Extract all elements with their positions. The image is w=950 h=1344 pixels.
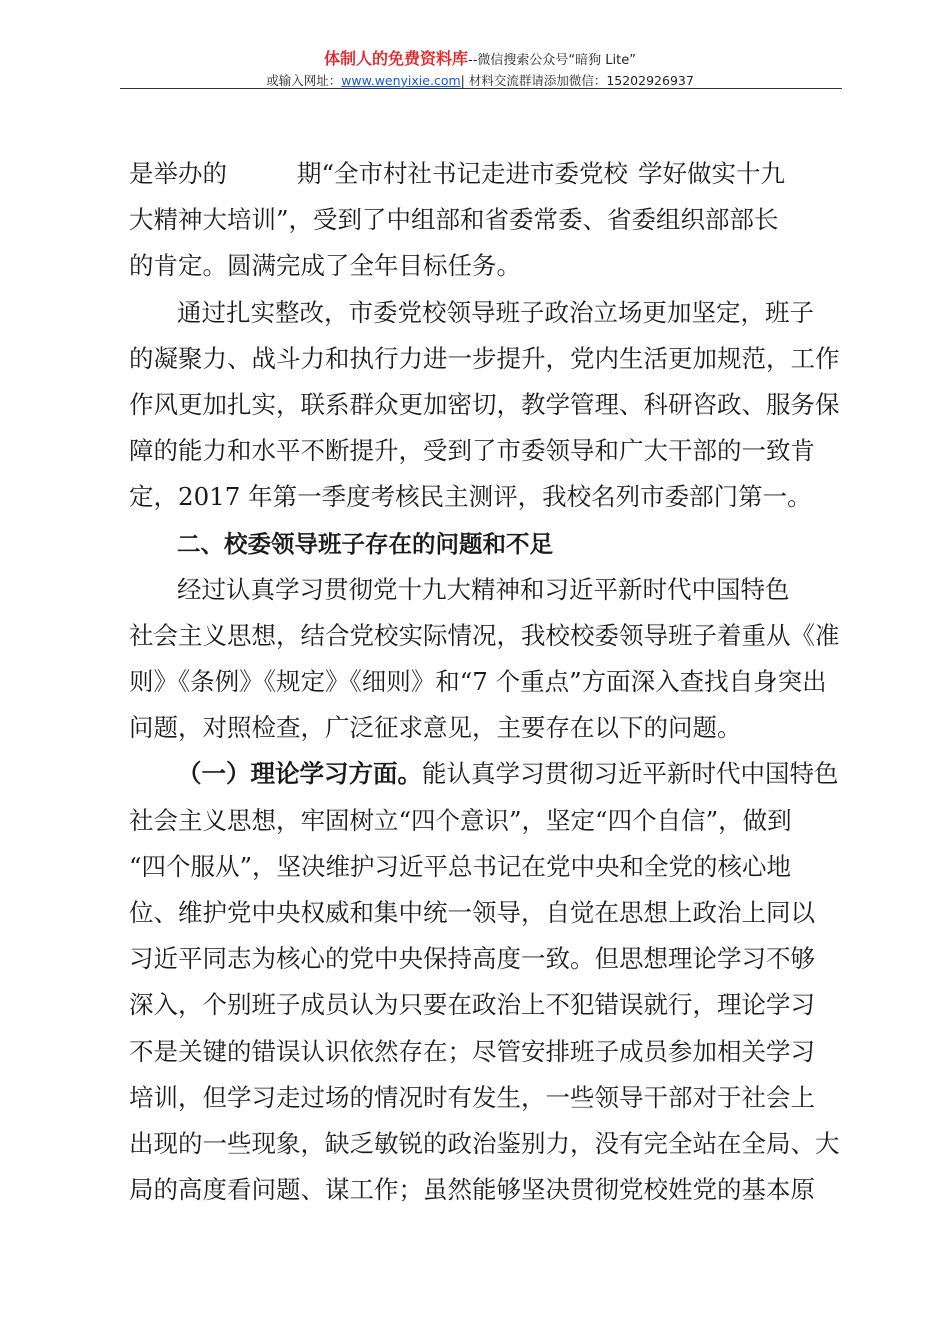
text-line <box>129 751 841 797</box>
header-brand: 体制人的免费资料库 <box>324 49 469 68</box>
text-line: 作风更加扎实，联系群众更加密切，教学管理、科研咨政、服务保 <box>129 389 840 419</box>
text-segment: 是举办的 <box>129 159 227 188</box>
text-line: 的凝聚力、战斗力和执行力进一步提升，党内生活更加规范，工作 <box>129 343 840 373</box>
section-heading: 二、校委领导班子存在的问题和不足 <box>177 529 553 558</box>
text-line: 局的高度看问题、谋工作；虽然能够坚决贯彻党校姓党的基本原 <box>129 1175 815 1205</box>
text-line: 位、维护党中央权威和集中统一领导，自觉在思想上政治上同以 <box>129 898 815 927</box>
text-line: 障的能力和水平不断提升，受到了市委领导和广大干部的一致肯 <box>129 436 815 466</box>
text-line: 社会主义思想，结合党校实际情况，我校校委领导班子着重从《准 <box>129 620 840 650</box>
text-line: “四个服从”，坚决维护习近平总书记在党中央和全党的核心地 <box>129 851 792 881</box>
text-line: 定，2017 年第一季度考核民主测评，我校名列市委部门第一。 <box>129 482 812 512</box>
text-line: 社会主义思想，牢固树立“四个意识”，坚定“四个自信”，做到 <box>129 805 792 835</box>
text-line: 出现的一些现象，缺乏敏锐的政治鉴别力，没有完全站在全局、大 <box>129 1128 840 1158</box>
header-brand-tail: --微信搜索公众号“暗狗 Lite” <box>468 53 636 68</box>
page-header <box>120 48 840 90</box>
text-segment: 期“全市村社书记走进市委党校 <box>297 159 629 188</box>
text-line: 经过认真学习贯彻党十九大精神和习近平新时代中国特色 <box>177 574 790 604</box>
text-line: 通过扎实整改，市委党校领导班子政治立场更加坚定，班子 <box>177 297 814 327</box>
text-line: 深入，个别班子成员认为只要在政治上不犯错误就行，理论学习 <box>129 990 815 1020</box>
text-line: 培训，但学习走过场的情况时有发生，一些领导干部对于社会上 <box>129 1082 815 1112</box>
text-line: 不是关键的错误认识依然存在；尽管安排班子成员参加相关学习 <box>129 1036 815 1066</box>
subsection-heading: （一）理论学习方面。 <box>177 759 422 789</box>
text-segment: 能认真学习贯彻习近平新时代中国特色 <box>422 759 839 789</box>
header-url-prefix: 或输入网址： <box>266 73 342 88</box>
header-title-line <box>120 48 840 72</box>
text-line: 问题，对照检查，广泛征求意见，主要存在以下的问题。 <box>129 713 742 743</box>
text-line: 的肯定。圆满完成了全年目标任务。 <box>129 251 521 281</box>
text-line <box>129 151 841 197</box>
text-line: 习近平同志为核心的党中央保持高度一致。但思想理论学习不够 <box>129 944 815 974</box>
text-line: 则》《条例》《规定》《细则》和“7 个重点”方面深入查找自身突出 <box>129 667 827 697</box>
text-segment: 学好做实十九 <box>638 159 786 188</box>
text-line: 大精神大培训”，受到了中组部和省委常委、省委组织部部长 <box>129 205 779 235</box>
header-contact-suffix: | 材料交流群请添加微信：15202926937 <box>460 73 694 88</box>
header-url-link[interactable]: www.wenyixie.com <box>341 73 461 88</box>
header-divider <box>120 88 842 89</box>
document-body <box>129 151 841 1213</box>
